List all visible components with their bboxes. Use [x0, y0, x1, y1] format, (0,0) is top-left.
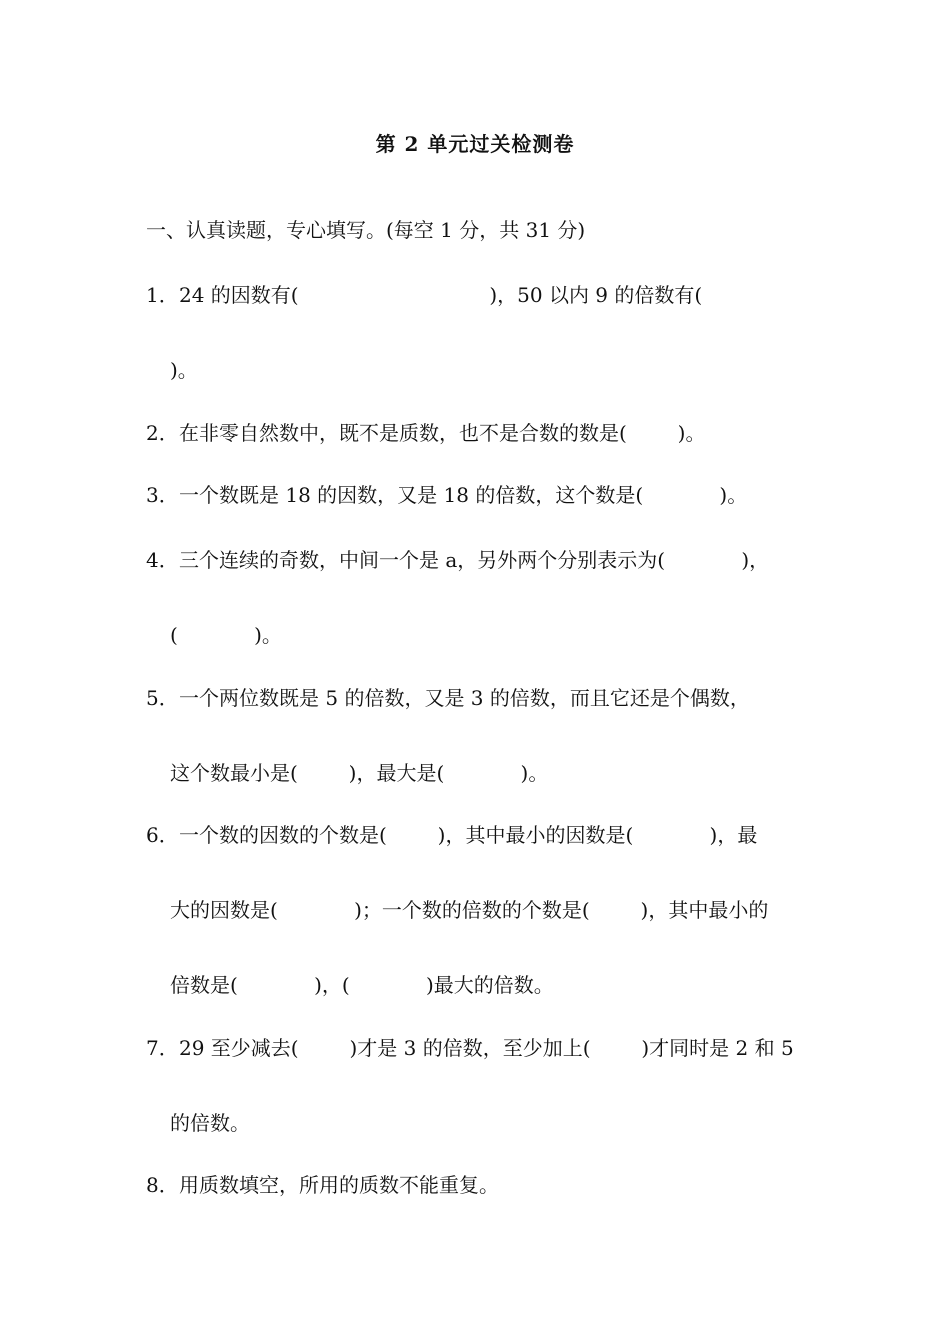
- question-1-continuation: )。: [170, 358, 198, 382]
- question-text: 三个连续的奇数，中间一个是 a，另外两个分别表示为( )，: [179, 548, 770, 572]
- question-number: 3．: [146, 483, 179, 507]
- question-2: [146, 418, 705, 448]
- question-4: [146, 545, 769, 575]
- page-title: 第 2 单元过关检测卷: [375, 132, 575, 156]
- question-3: [146, 480, 747, 510]
- question-number: 7．: [146, 1036, 179, 1060]
- question-number: 6．: [146, 823, 179, 847]
- question-number: 1．: [146, 283, 179, 307]
- question-text: 用质数填空，所用的质数不能重复。: [179, 1173, 499, 1197]
- question-number: 5．: [146, 686, 179, 710]
- question-text: 24 的因数有( )，50 以内 9 的倍数有(: [179, 283, 703, 307]
- question-number: 4．: [146, 548, 179, 572]
- question-6: [146, 820, 757, 850]
- question-6-continuation: 大的因数是( )；一个数的倍数的个数是( )，其中最小的: [170, 898, 769, 922]
- section-heading: 一、认真读题，专心填写。(每空 1 分，共 31 分): [146, 218, 586, 242]
- question-text: 29 至少减去( )才是 3 的倍数，至少加上( )才同时是 2 和 5: [179, 1036, 794, 1060]
- question-number: 8．: [146, 1173, 179, 1197]
- question-text: 一个数的因数的个数是( )，其中最小的因数是( )，最: [179, 823, 758, 847]
- question-5: [146, 683, 750, 713]
- question-number: 2．: [146, 421, 179, 445]
- question-text: 一个两位数既是 5 的倍数，又是 3 的倍数，而且它还是个偶数，: [179, 686, 750, 710]
- question-8: [146, 1170, 499, 1200]
- question-1: [146, 280, 702, 310]
- question-7-continuation: 的倍数。: [170, 1111, 250, 1135]
- question-text: 一个数既是 18 的因数，又是 18 的倍数，这个数是( )。: [179, 483, 748, 507]
- question-7: [146, 1033, 794, 1063]
- question-4-continuation: ( )。: [170, 623, 282, 647]
- question-6-continuation: 倍数是( )，( )最大的倍数。: [170, 973, 554, 997]
- question-5-continuation: 这个数最小是( )，最大是( )。: [170, 761, 549, 785]
- question-text: 在非零自然数中，既不是质数，也不是合数的数是( )。: [179, 421, 706, 445]
